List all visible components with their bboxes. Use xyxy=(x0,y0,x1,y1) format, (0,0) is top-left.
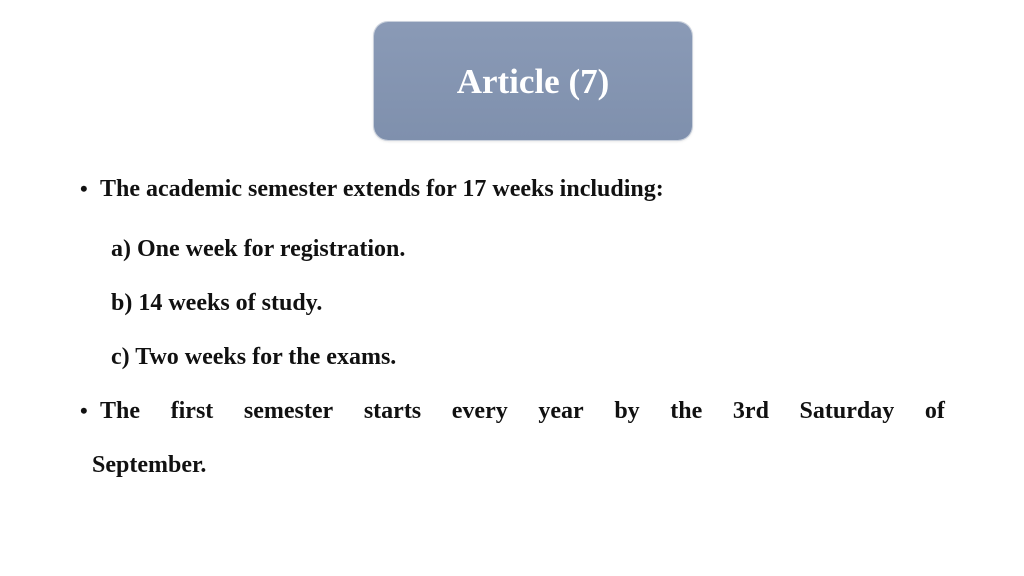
word: the xyxy=(670,398,703,424)
bullet-marker: • xyxy=(80,176,88,201)
bullet-text: The academic semester extends for 17 weeks including: xyxy=(100,176,664,202)
word: first xyxy=(170,398,214,424)
word: Saturday xyxy=(799,398,895,424)
sub-item-c: c) Two weeks for the exams. xyxy=(111,344,397,370)
word: 3rd xyxy=(732,398,769,424)
word: starts xyxy=(363,398,422,424)
word: semester xyxy=(243,398,334,424)
sub-item-a: a) One week for registration. xyxy=(111,236,406,262)
word: of xyxy=(924,398,945,424)
slide-title: Article (7) xyxy=(456,61,610,101)
bullet-text-line2: September. xyxy=(92,452,207,478)
bullet-marker: • xyxy=(80,398,88,423)
word: The xyxy=(100,398,141,424)
sub-item-b: b) 14 weeks of study. xyxy=(111,290,323,316)
word: every xyxy=(451,398,508,424)
word: by xyxy=(614,398,640,424)
bullet-text-line1 xyxy=(100,397,945,425)
word: year xyxy=(538,398,584,424)
